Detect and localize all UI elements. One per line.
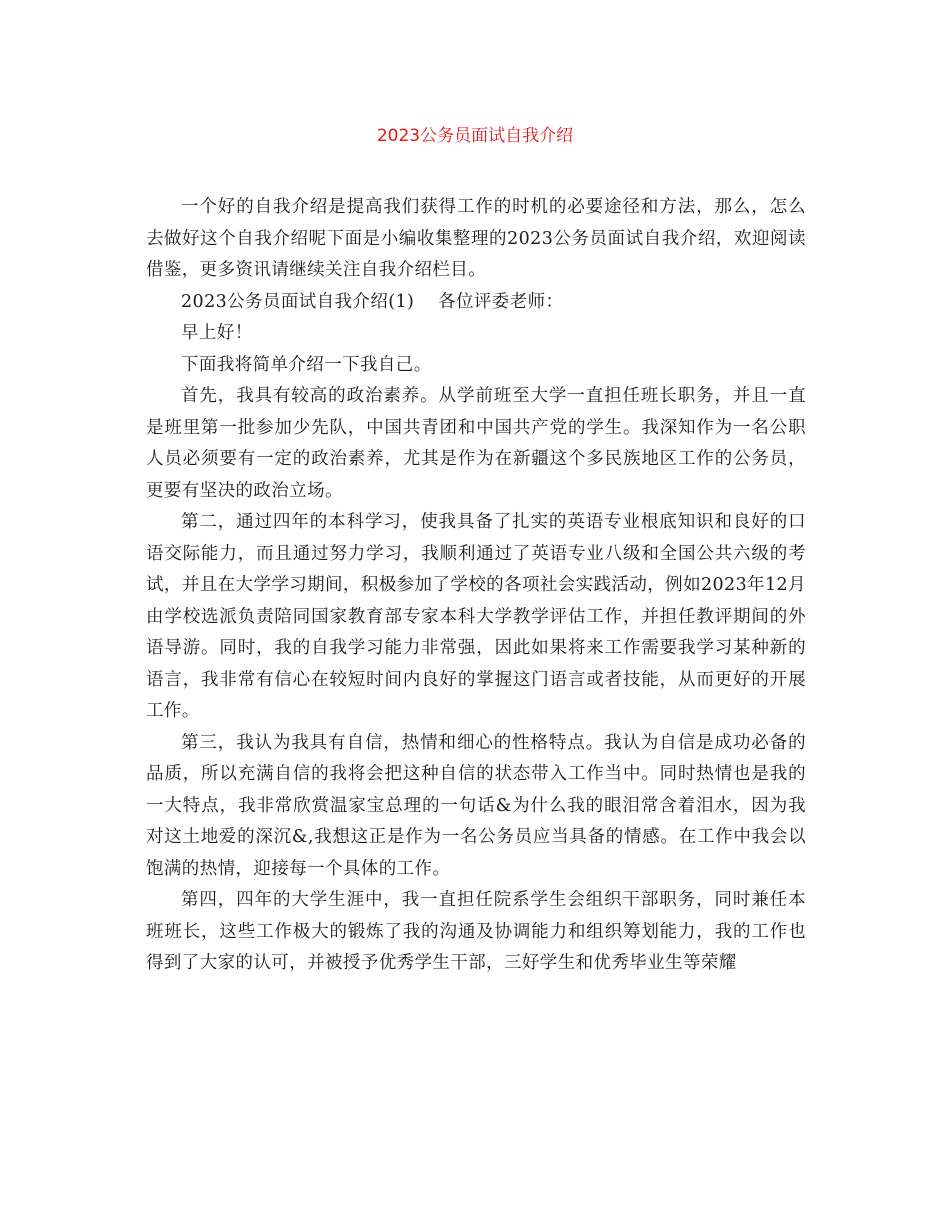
document-title: 2023公务员面试自我介绍: [376, 126, 574, 146]
section-heading-line: 2023公务员面试自我介绍(1) 各位评委老师：: [181, 291, 564, 312]
paragraph-third: 第三，我认为我具有自信，热情和细心的性格特点。我认为自信是成功必备的品质，所以充满自信的我将会把这种自信的状态带入工作当中。同时热情也是我的一大特点，我非常欣赏温家宝总理的一句话&为什么我的眼泪常含着泪水，因为我对这土地爱的深沉&,我想这正是作为一名公务员应当具备的情感。在工作中我会以饱满的热情，迎接每一个具体的工作。: [146, 732, 806, 879]
paragraph-second: 第二，通过四年的本科学习，使我具备了扎实的英语专业根底知识和良好的口语交际能力，而且通过努力学习，我顺利通过了英语专业八级和全国公共六级的考试，并且在大学学习期间，积极参加了学校的各项社会实践活动，例如2023年12月由学校选派负责陪同国家教育部专家本科大学教学评估工作，并担任教评期间的外语导游。同时，我的自我学习能力非常强，因此如果将来工作需要我学习某种新的语言，我非常有信心在较短时间内良好的掌握这门语言或者技能，从而更好的开展工作。: [146, 512, 806, 721]
intro-paragraph: 一个好的自我介绍是提高我们获得工作的时机的必要途径和方法，那么，怎么去做好这个自我介绍呢下面是小编收集整理的2023公务员面试自我介绍，欢迎阅读借鉴，更多资讯请继续关注自我介绍栏目。: [146, 197, 806, 280]
document-body: [146, 192, 806, 980]
opening-line: 下面我将简单介绍一下我自己。: [181, 354, 432, 375]
greeting-line: 早上好！: [181, 323, 253, 343]
paragraph-first: 首先，我具有较高的政治素养。从学前班至大学一直担任班长职务，并且一直是班里第一批参加少先队，中国共青团和中国共产党的学生。我深知作为一名公职人员必须要有一定的政治素养，尤其是作为在新疆这个多民族地区工作的公务员，更要有坚决的政治立场。: [146, 386, 806, 501]
paragraph-fourth: 第四，四年的大学生涯中，我一直担任院系学生会组织干部职务，同时兼任本班班长，这些工作极大的锻炼了我的沟通及协调能力和组织筹划能力，我的工作也得到了大家的认可，并被授予优秀学生干部，三好学生和优秀毕业生等荣耀: [146, 890, 806, 973]
